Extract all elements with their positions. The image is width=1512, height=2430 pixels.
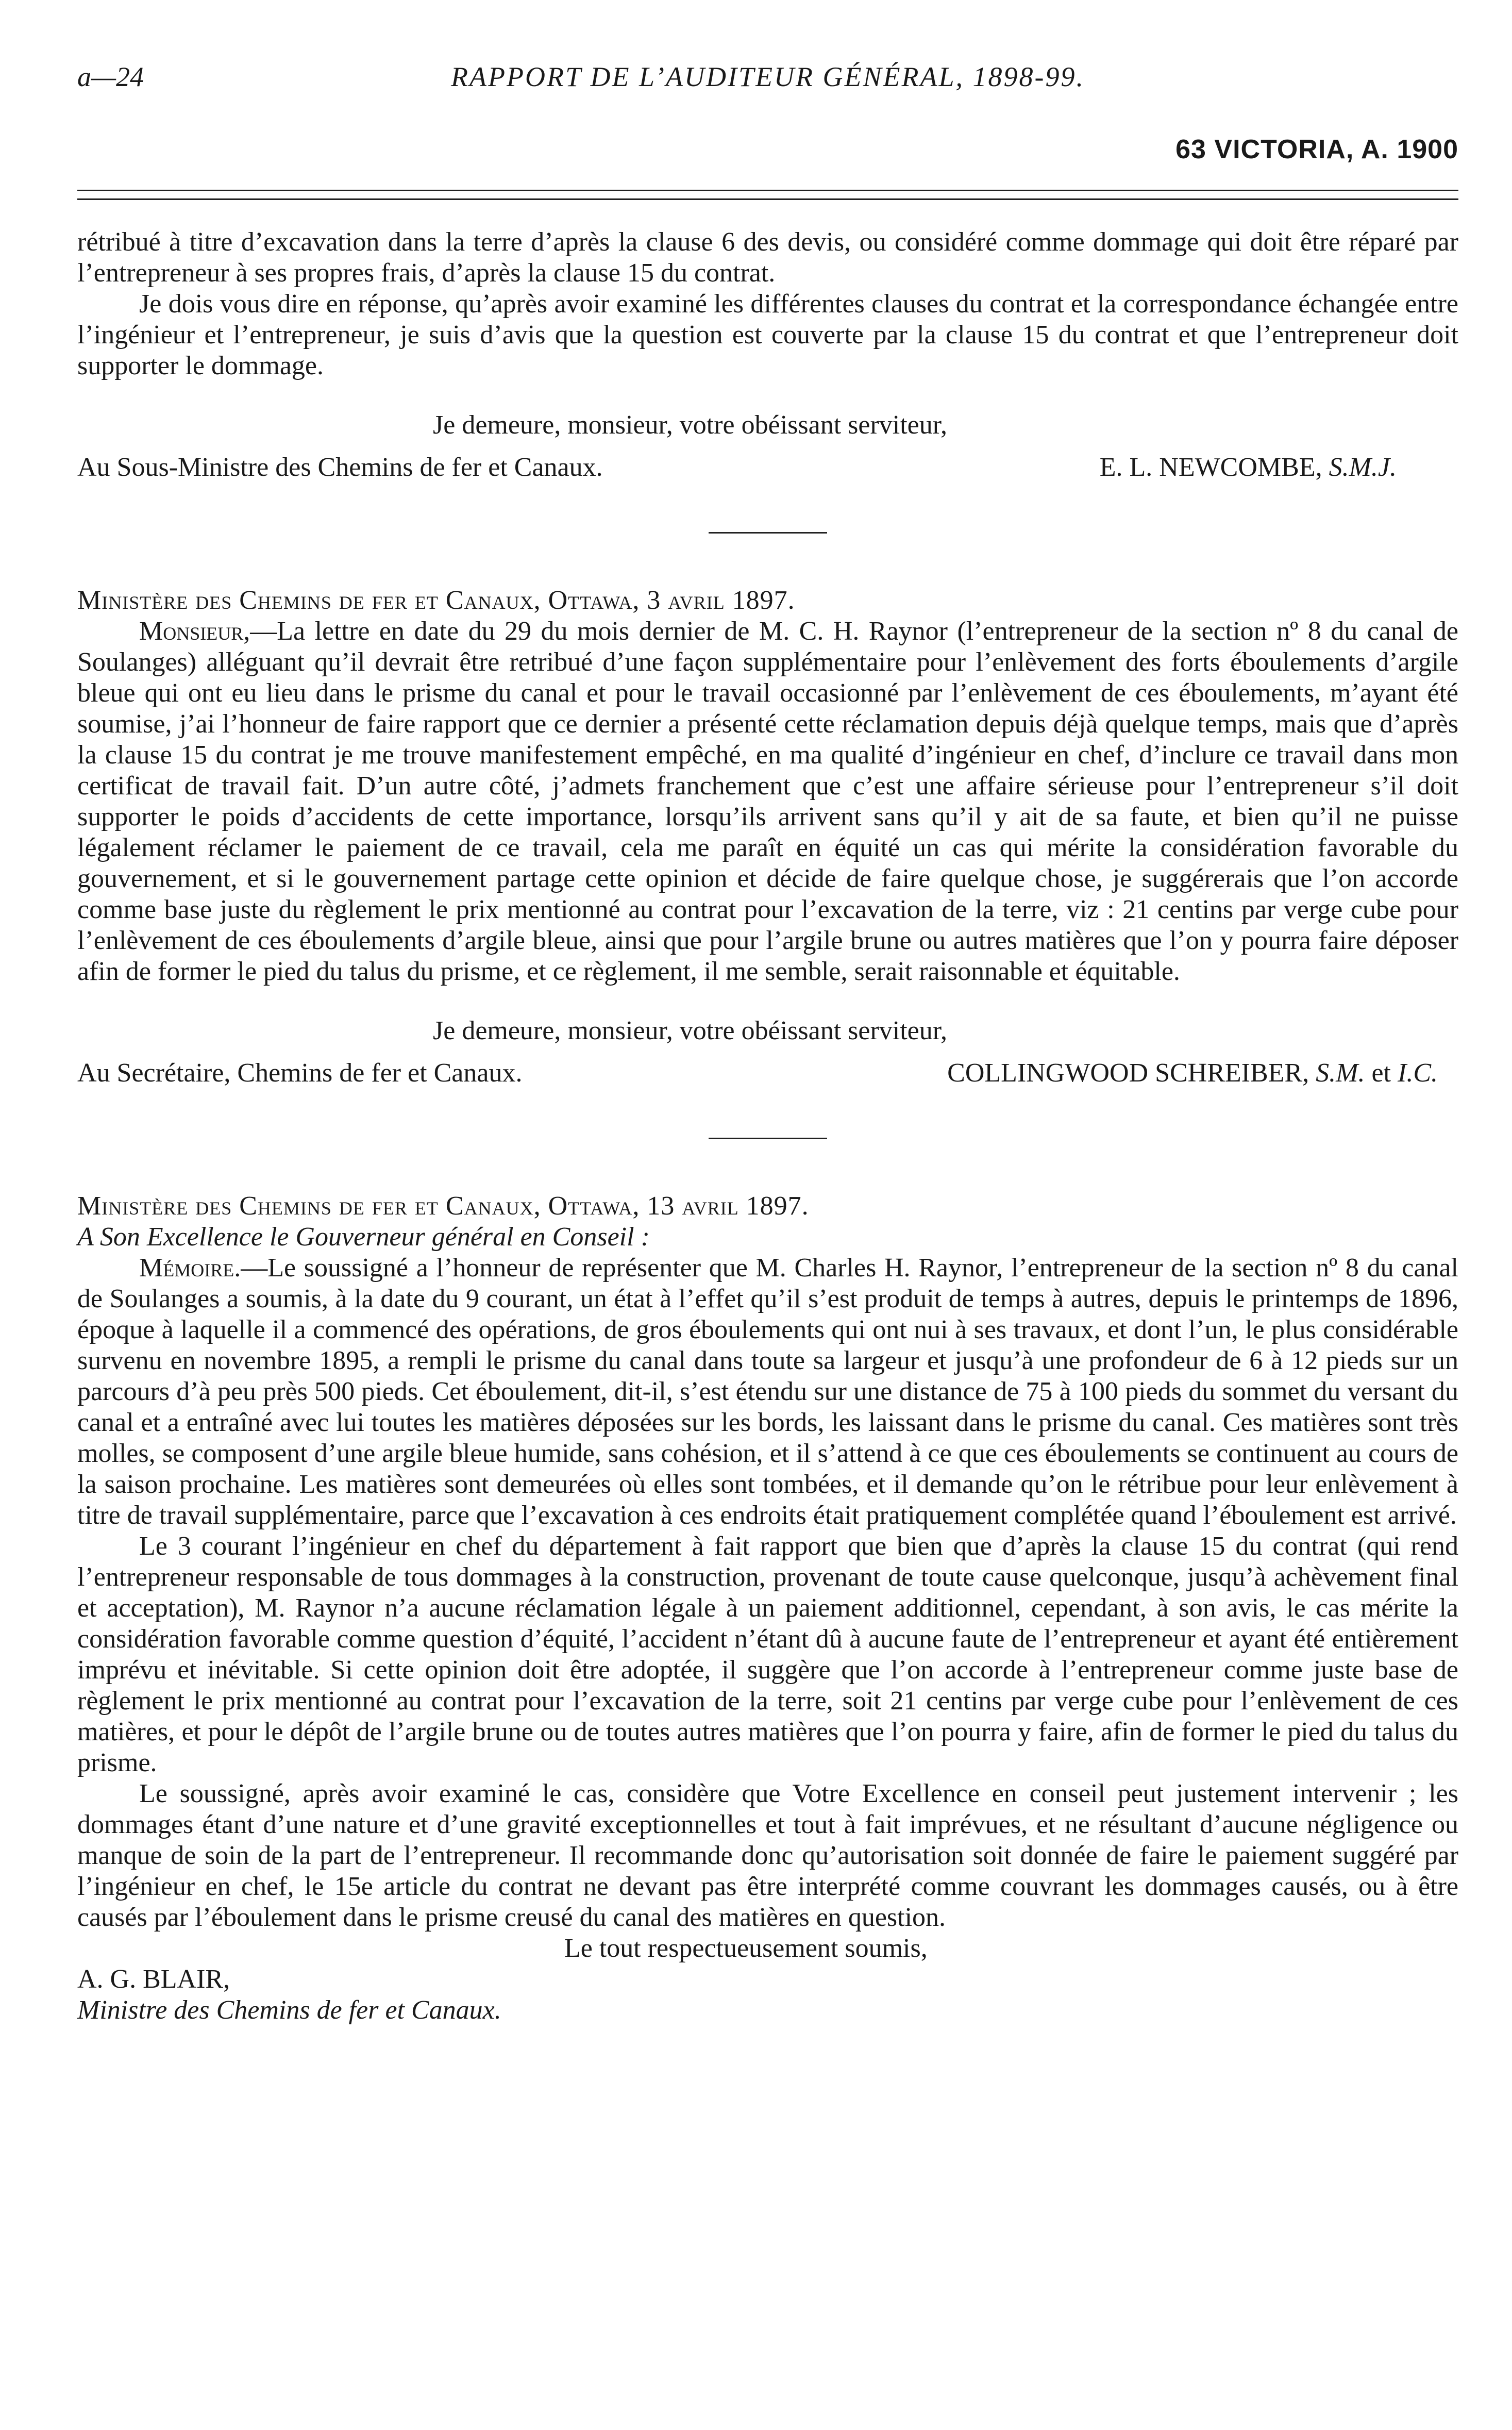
memo-closing: Le tout respectueusement soumis, [564, 1934, 928, 1963]
session-label: 63 VICTORIA, A. 1900 [1175, 135, 1458, 164]
letter2-body [77, 616, 1458, 987]
memo-address: A Son Excellence le Gouverneur général en Conseil : [77, 1222, 650, 1252]
letter1-paragraph-1: rétribué à titre d’excavation dans la terre d’après la clause 6 des devis, ou considéré comme dommage qui doit être réparé par l’entrepreneur à ses propres frais, d’après la clause 15 du contrat. [77, 227, 1458, 288]
page-number: a—24 [77, 61, 144, 92]
letter2-signer-title-b: I.C. [1398, 1058, 1438, 1088]
letter1-signature-row [77, 452, 1458, 483]
letter2-closing: Je demeure, monsieur, votre obéissant serviteur, [433, 1016, 947, 1045]
letter2-body-text: —La lettre en date du 29 du mois dernier de M. C. H. Raynor (l’entrepreneur de la section nº 8 du canal de Soulanges) alléguant qu’il devrait être retribué d’une façon supplémentaire pour l’enlèvement des forts éboulements d’argile bleue qui ont eu lieu dans le prisme du canal et pour le travail occasionné par l’enlèvement de ces éboulements, m’ayant été soumise, j’ai l’honneur de faire rapport que ce dernier a présenté cette réclamation depuis déjà quelque temps, mais que d’après la clause 15 du contrat je me trouve manifestement empêché, en ma qualité d’ingénieur en chef, d’inclure ce travail dans mon certificat de travail fait. D’un autre côté, j’admets franchement que c’est une affaire sérieuse pour l’entrepreneur s’il doit supporter le poids d’accidents de cette importance, lorsqu’ils arrivent sans qu’il y ait de sa faute, et bien qu’il ne puisse légalement réclamer le paiement de ce travail, cela me paraît en équité un cas qui mérite la considération favorable du gouvernement, et si le gouvernement partage cette opinion et décide de faire quelque chose, je suggérerais que l’on accorde comme base juste du règlement le prix mentionné au contrat pour l’excavation de la terre, viz : 21 centins par verge cube pour l’enlèvement de ces éboulements d’argile bleue, ainsi que pour l’argile brune ou autres matières que l’on y pourra faire déposer afin de former le pied du talus du prisme, et ce règlement, il me semble, serait raisonnable et équitable. [77, 617, 1458, 986]
memo-signature-title: Ministre des Chemins de fer et Canaux. [77, 1995, 501, 2025]
memo-paragraph-1-text: —Le soussigné a l’honneur de représenter que M. Charles H. Raynor, l’entrepreneur de la section nº 8 du canal de Soulanges a soumis, à la date du 9 courant, un état à l’effet qu’il s’est produit de temps à autres, depuis le printemps de 1896, époque à laquelle il a commencé des opérations, de gros éboulements qui ont nui à ses travaux, et dont l’un, le plus considérable survenu en novembre 1895, a rempli le prisme du canal dans toute sa largeur et jusqu’à une profondeur de 6 à 12 pieds sur un parcours d’à peu près 500 pieds. Cet éboulement, dit-il, s’est étendu sur une distance de 75 à 100 pieds du sommet du versant du canal et a entraîné avec lui toutes les matières déposées sur les bords, les laissant dans le prisme du canal. Ces matières sont très molles, se composent d’une argile bleue humide, sans cohésion, et il s’attend à ce que ces éboulements se continuent au cours de la saison prochaine. Les matières sont demeurées où elles sont tombées, et il demande qu’on le rétribue pour leur enlèvement à titre de travail supplémentaire, parce que l’excavation à ces endroits était pratiquement complétée quand l’éboulement est arrivé. [77, 1253, 1458, 1530]
letter1-addressee: Au Sous-Ministre des Chemins de fer et Canaux. [77, 453, 603, 482]
letter1-signer-name: E. L. NEWCOMBE, [1099, 453, 1322, 482]
letter2-salutation: Monsieur, [139, 617, 250, 646]
document-page [77, 57, 1458, 2026]
header-double-rule [77, 190, 1458, 200]
memo-paragraph-3: Le soussigné, après avoir examiné le cas, considère que Votre Excellence en conseil peut justement intervenir ; les dommages étant d’une nature et d’une gravité exceptionnelles et tout à fait imprévues, et ne résultant d’aucune négligence ou manque de soin de la part de l’entrepreneur. Il recommande donc qu’autorisation soit donnée de faire le paiement suggéré par l’ingénieur en chef, le 15e article du contrat ne devant pas être interprété comme couvrant les dommages causés, ou à être causés par l’éboulement dans le prisme creusé du canal des matières en question. [77, 1779, 1458, 1932]
running-title: RAPPORT DE L’AUDITEUR GÉNÉRAL, 1898-99. [451, 61, 1085, 92]
section-separator [709, 1138, 827, 1139]
memo-label: Mémoire. [139, 1253, 241, 1283]
letter1-paragraph-2: Je dois vous dire en réponse, qu’après avoir examiné les différentes clauses du contrat et la correspondance échangée entre l’ingénieur et l’entrepreneur, je suis d’avis que la question est couverte par la clause 15 du contrat et que l’entrepreneur doit supporter le dommage. [77, 289, 1458, 380]
letter2-signer-title-a: S.M. [1316, 1058, 1365, 1088]
letter2-addressee: Au Secrétaire, Chemins de fer et Canaux. [77, 1058, 523, 1088]
memo-paragraph-1 [77, 1253, 1458, 1531]
memo-paragraph-2: Le 3 courant l’ingénieur en chef du département à fait rapport que bien que d’après la clause 15 du contrat (qui rend l’entrepreneur responsable de tous dommages à la construction, provenant de toute cause quelconque, jusqu’à achèvement final et acceptation), M. Raynor n’a aucune réclamation légale à un paiement additionnel, cependant, à son avis, le cas mérite la considération favorable comme question d’équité, l’accident n’étant dû à aucune faute de l’entrepreneur et ayant été entièrement imprévu et inévitable. Si cette opinion doit être adoptée, il suggère que l’on accorde à l’entrepreneur comme juste base de règlement le prix mentionné au contrat pour l’excavation de la terre, soit 21 centins par verge cube pour l’enlèvement de ces matières, et pour le dépôt de l’argile brune ou de toutes autres matières que l’on pourra y faire, afin de former le pied du talus du prisme. [77, 1532, 1458, 1777]
letter2-signature-row [77, 1058, 1458, 1089]
letter2-heading: Ministère des Chemins de fer et Canaux, Ottawa, 3 avril 1897. [77, 586, 795, 615]
page-body [77, 227, 1458, 2026]
memo-heading: Ministère des Chemins de fer et Canaux, Ottawa, 13 avril 1897. [77, 1191, 809, 1221]
letter2-signature [947, 1058, 1458, 1089]
letter2-signer-and: et [1371, 1058, 1391, 1088]
letter1-signature [1100, 452, 1458, 483]
letter1-closing: Je demeure, monsieur, votre obéissant serviteur, [433, 410, 947, 440]
section-separator [709, 532, 827, 534]
letter2-signer-name: COLLINGWOOD SCHREIBER, [947, 1058, 1309, 1088]
letter1-signer-title: S.M.J. [1329, 453, 1397, 482]
page-header [77, 57, 1458, 103]
memo-signature: A. G. BLAIR, [77, 1965, 230, 1994]
